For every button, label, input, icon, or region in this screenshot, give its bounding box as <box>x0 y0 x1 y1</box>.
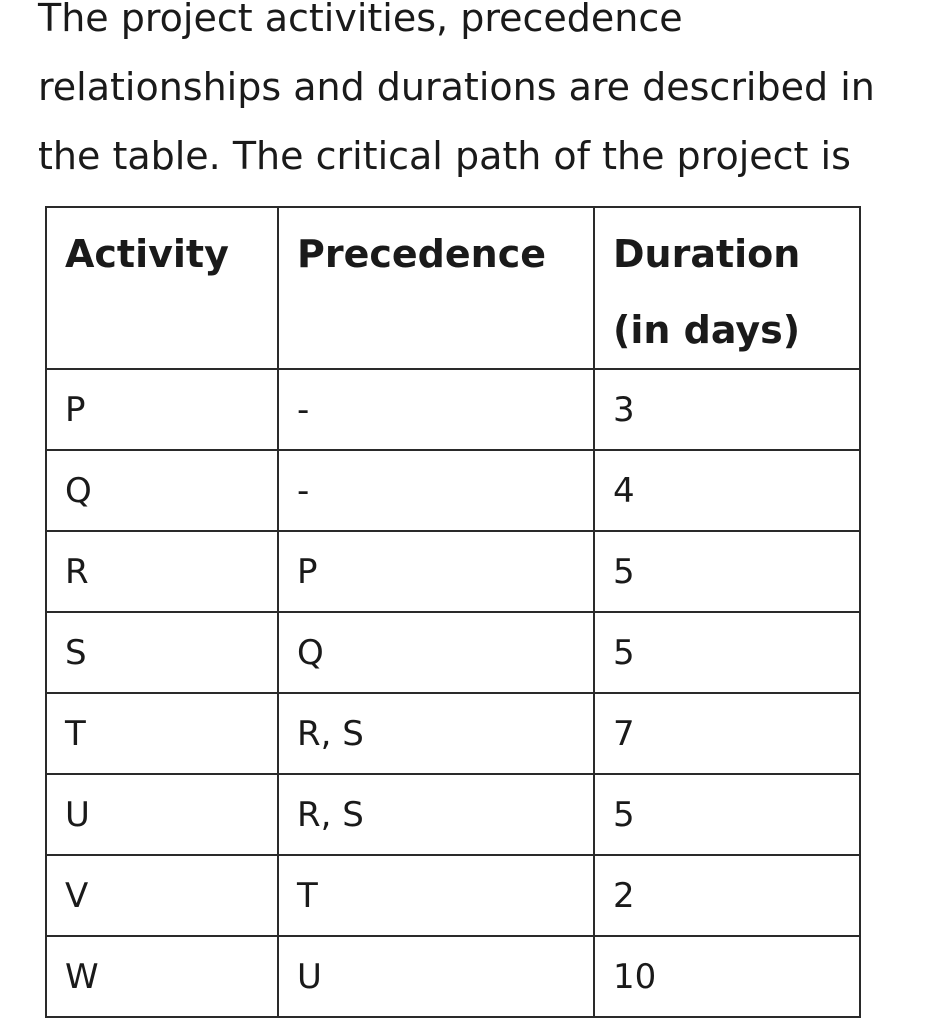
cell-duration: 2 <box>594 855 860 936</box>
question-line: The project activities, precedence <box>38 0 683 40</box>
table-header-row <box>46 207 860 369</box>
cell-activity: Q <box>46 450 278 531</box>
table-row <box>46 612 860 693</box>
cell-duration: 7 <box>594 693 860 774</box>
cell-duration: 5 <box>594 612 860 693</box>
cell-precedence: - <box>278 450 594 531</box>
table-row <box>46 531 860 612</box>
cell-activity: W <box>46 936 278 1017</box>
question-line: relationships and durations are described in <box>38 65 875 109</box>
cell-duration: 5 <box>594 531 860 612</box>
cell-activity: V <box>46 855 278 936</box>
header-duration-line2: (in days) <box>613 308 801 352</box>
cell-duration: 5 <box>594 774 860 855</box>
cell-activity: T <box>46 693 278 774</box>
activity-table <box>45 206 861 1018</box>
cell-precedence: R, S <box>278 774 594 855</box>
cell-activity: U <box>46 774 278 855</box>
header-precedence: Precedence <box>278 207 594 369</box>
cell-duration: 10 <box>594 936 860 1017</box>
table-row <box>46 693 860 774</box>
cell-activity: R <box>46 531 278 612</box>
cell-precedence: Q <box>278 612 594 693</box>
cell-activity: S <box>46 612 278 693</box>
cell-precedence: P <box>278 531 594 612</box>
question-text <box>38 0 918 191</box>
cell-activity: P <box>46 369 278 450</box>
table-row <box>46 774 860 855</box>
cell-duration: 3 <box>594 369 860 450</box>
header-activity: Activity <box>46 207 278 369</box>
cell-precedence: U <box>278 936 594 1017</box>
cell-duration: 4 <box>594 450 860 531</box>
table-row <box>46 450 860 531</box>
question-line: the table. The critical path of the project is <box>38 134 851 178</box>
header-duration <box>594 207 860 369</box>
cell-precedence: R, S <box>278 693 594 774</box>
cell-precedence: T <box>278 855 594 936</box>
table-row <box>46 855 860 936</box>
table-row <box>46 936 860 1017</box>
cell-precedence: - <box>278 369 594 450</box>
table-row <box>46 369 860 450</box>
header-duration-line1: Duration <box>613 232 801 276</box>
